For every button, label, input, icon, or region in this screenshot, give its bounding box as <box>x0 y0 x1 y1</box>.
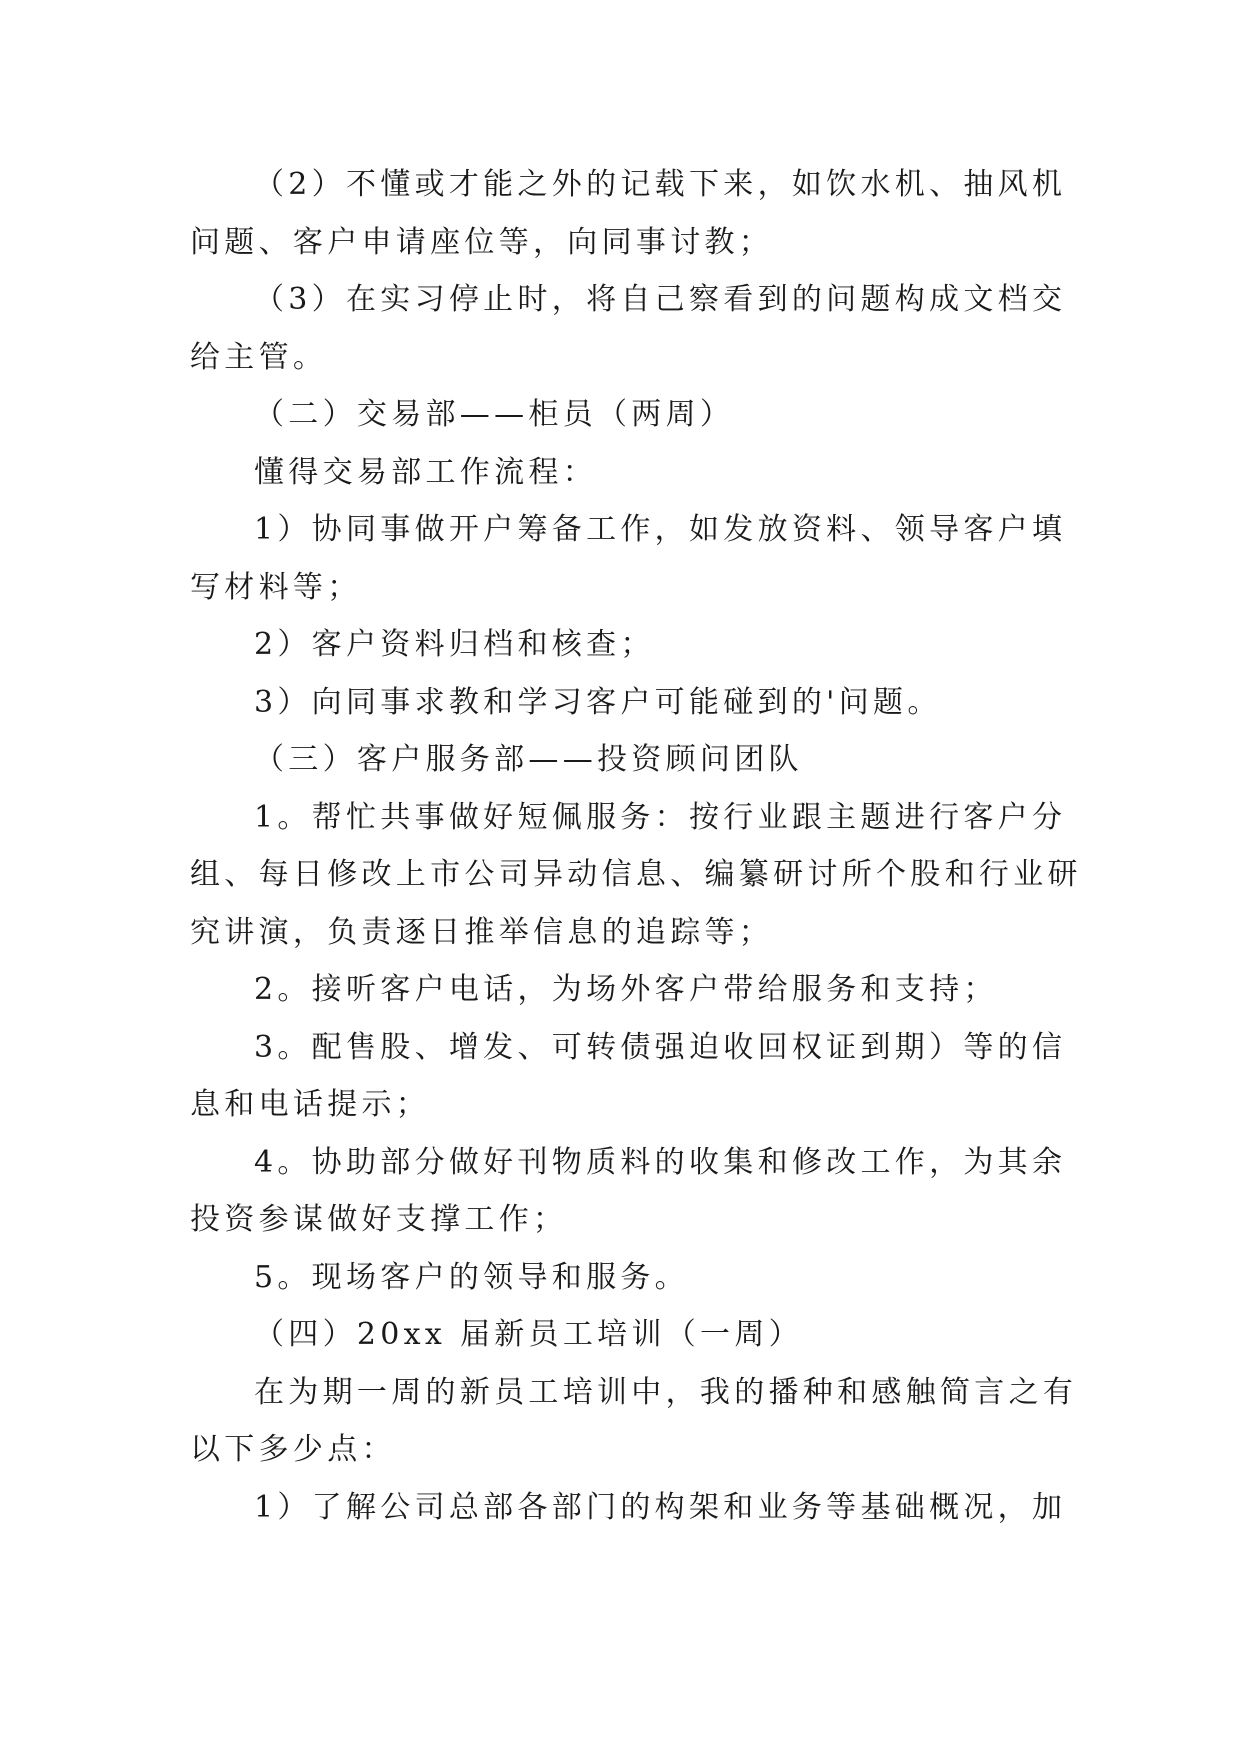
paragraph-first-line: 在为期一周的新员工培训中，我的播种和感触简言之有 <box>254 1374 1078 1410</box>
paragraph <box>190 1134 1067 1249</box>
paragraph <box>190 444 1050 502</box>
paragraph <box>190 1019 1067 1134</box>
paragraph-first-line: 1。帮忙共事做好短佩服务：按行业跟主题进行客户分 <box>254 799 1067 835</box>
paragraph-continuation-line: 给主管。 <box>190 339 328 375</box>
paragraph-first-line: （三）客户服务部——投资顾问团队 <box>254 742 803 777</box>
paragraph-first-line: 5。现场客户的领导和服务。 <box>254 1259 689 1295</box>
paragraph-first-line: （3）在实习停止时，将自己察看到的问题构成文档交 <box>254 282 1067 317</box>
paragraph <box>190 386 1050 444</box>
paragraph <box>190 961 1050 1019</box>
paragraph-first-line: 2。接听客户电话，为场外客户带给服务和支持； <box>254 972 998 1007</box>
paragraph <box>190 271 1067 386</box>
paragraph <box>190 1479 1067 1537</box>
paragraph-continuation-line: 组、每日修改上市公司异动信息、编纂研讨所个股和行业研 <box>190 857 1082 892</box>
paragraph <box>190 1364 1078 1479</box>
paragraph <box>190 731 1050 789</box>
paragraph <box>190 501 1067 616</box>
paragraph-continuation-line: 以下多少点： <box>190 1432 396 1467</box>
paragraph <box>190 616 1050 674</box>
paragraph-first-line: （2）不懂或才能之外的记载下来，如饮水机、抽风机 <box>254 167 1067 202</box>
paragraph-first-line: 2）客户资料归档和核查； <box>254 627 655 662</box>
paragraph-continuation-line: 问题、客户申请座位等，向同事讨教； <box>190 224 774 260</box>
paragraph-first-line: （二）交易部——柜员（两周） <box>254 397 735 432</box>
paragraph <box>190 1306 1050 1364</box>
paragraph <box>190 156 1067 271</box>
paragraph-continuation-line: 写材料等； <box>190 569 362 605</box>
paragraph-first-line: 1）了解公司总部各部门的构架和业务等基础概况，加 <box>254 1489 1067 1525</box>
paragraph-first-line: 4。协助部分做好刊物质料的收集和修改工作，为其余 <box>254 1144 1067 1180</box>
paragraph-first-line: （四）20xx 届新员工培训（一周） <box>254 1317 803 1352</box>
paragraph <box>190 789 1082 962</box>
paragraph-first-line: 1）协同事做开户筹备工作，如发放资料、领导客户填 <box>254 512 1067 547</box>
paragraph-first-line: 懂得交易部工作流程： <box>254 454 597 490</box>
paragraph-first-line: 3。配售股、增发、可转债强迫收回权证到期）等的信 <box>254 1029 1067 1065</box>
paragraph-first-line: 3）向同事求教和学习客户可能碰到的'问题。 <box>254 684 942 720</box>
paragraph-continuation-line: 投资参谋做好支撑工作； <box>190 1202 568 1237</box>
paragraph <box>190 1249 1050 1307</box>
paragraph-continuation-line: 究讲演，负责逐日推举信息的追踪等； <box>190 914 774 950</box>
document-body <box>190 156 1082 1536</box>
paragraph <box>190 674 1050 732</box>
paragraph-continuation-line: 息和电话提示； <box>190 1087 431 1122</box>
